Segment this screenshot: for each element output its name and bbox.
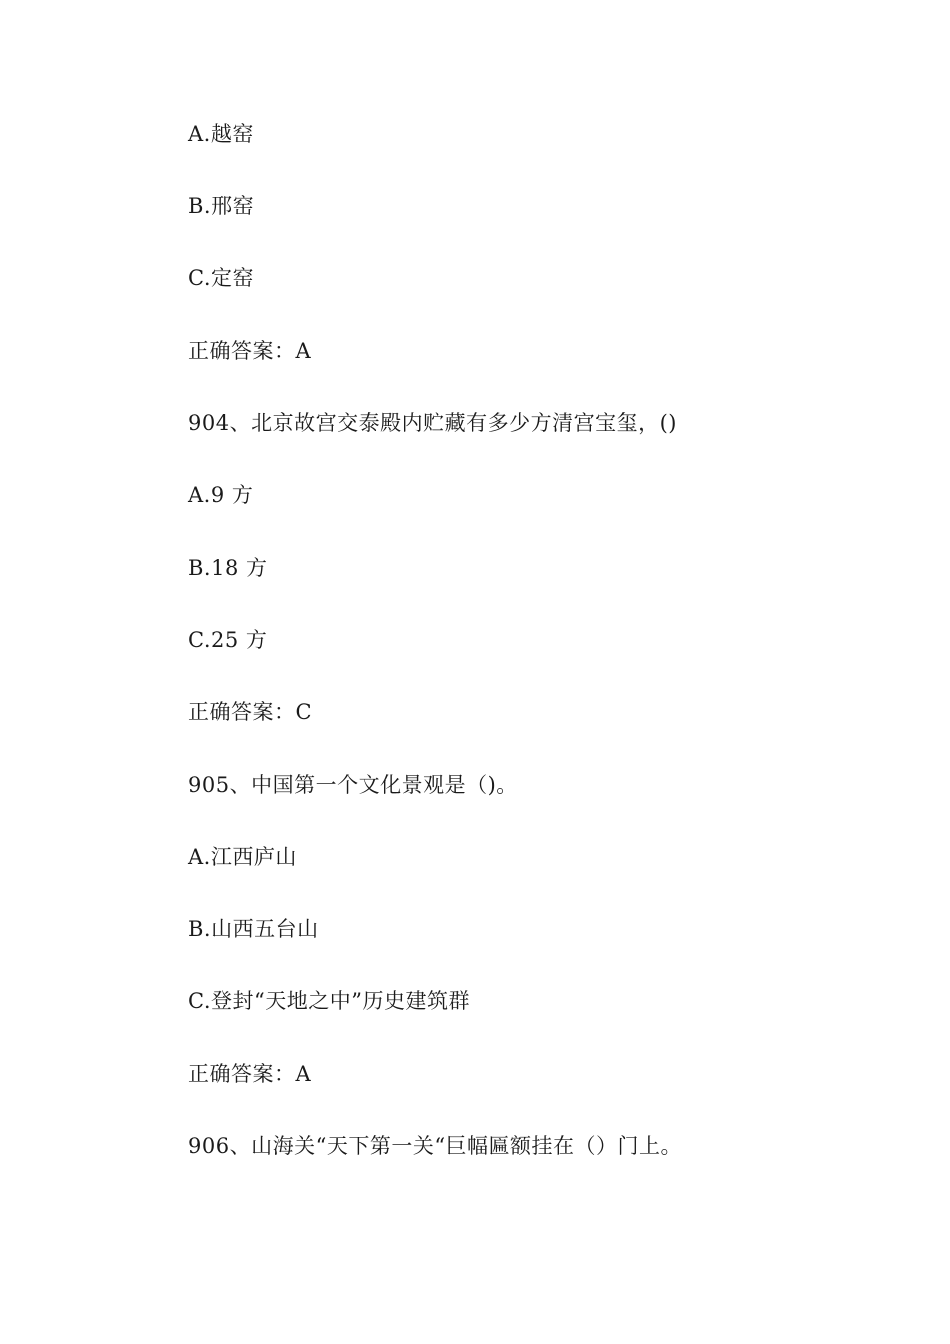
option-a-text: A.江西庐山 bbox=[188, 845, 297, 869]
option-a-text: A.越窑 bbox=[188, 122, 254, 146]
option-c-text: C.登封“天地之中”历史建筑群 bbox=[188, 989, 470, 1013]
option-b-text: B.18 方 bbox=[188, 556, 268, 580]
option-c-text: C.25 方 bbox=[188, 628, 268, 652]
option-b-text: B.邢窑 bbox=[188, 194, 255, 218]
question-904: 904、北京故宫交泰殿内贮藏有多少方清宫宝玺，() bbox=[188, 411, 677, 435]
option-b-text: B.山西五台山 bbox=[188, 917, 319, 941]
option-c-text: C.定窑 bbox=[188, 266, 254, 290]
option-a-text: A.9 方 bbox=[188, 483, 254, 507]
answer-text: 正确答案：C bbox=[188, 700, 313, 724]
question-906: 906、山海关“天下第一关“巨幅匾额挂在（）门上。 bbox=[188, 1134, 683, 1158]
question-905: 905、中国第一个文化景观是（)。 bbox=[188, 773, 518, 797]
answer-text: 正确答案：A bbox=[188, 339, 312, 363]
answer-text: 正确答案：A bbox=[188, 1062, 312, 1086]
